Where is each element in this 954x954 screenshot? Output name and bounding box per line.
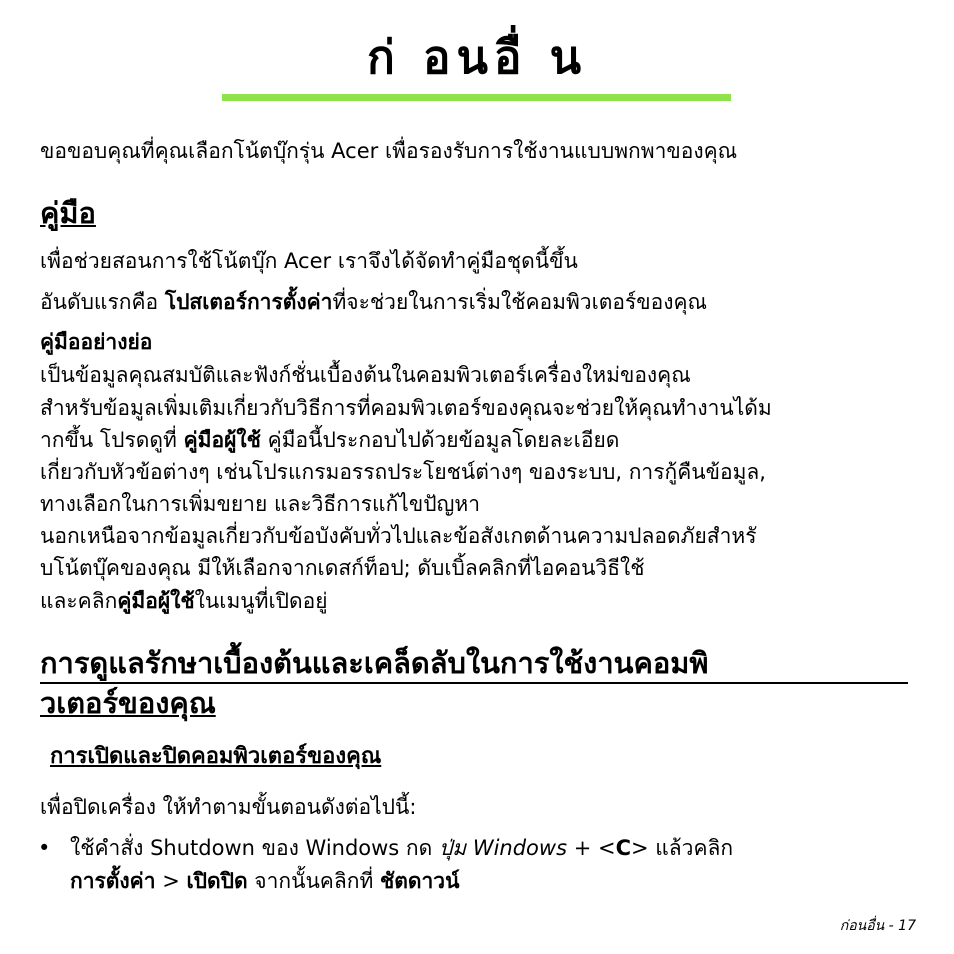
quick-guide-line-3-post: คู่มือนี้ประกอบไปด้วยข้อมูลโดยละเอียด: [260, 428, 620, 452]
shutdown-step-post: จากนั้นคลิกที่: [247, 869, 380, 893]
user-manual-term: คู่มือผู้ใช้: [183, 428, 261, 452]
quick-guide-line-2: สำหรับข้อมูลเพิ่มเติมเกี่ยวกับวิธีการที่คอมพิวเตอร์ของคุณจะช่วยให้คุณทำงานได้ม: [40, 396, 772, 420]
shutdown-step-line-1: [70, 833, 733, 863]
quick-guide-line-6: นอกเหนือจากข้อมูลเกี่ยวกับข้อบังคับทั่วไปและข้อสังเกตด้านความปลอดภัยสำหรั: [40, 524, 757, 548]
quick-guide-line-4: เกี่ยวกับหัวข้อต่างๆ เช่นโปรแกรมอรรถประโยชน์ต่างๆ ของระบบ, การกู้คืนข้อมูล,: [40, 460, 766, 484]
page-footer: ก่อนอื่น - 17: [839, 918, 916, 934]
quick-guide-line-3-pre: ากขึ้น โปรดดูที่: [40, 428, 184, 452]
quick-guide-line-3: [40, 425, 619, 455]
care-heading: [40, 644, 908, 722]
settings-term: การตั้งค่า: [70, 869, 156, 893]
quick-guide-heading: คู่มืออย่างย่อ: [40, 330, 153, 354]
manual-line-1: เพื่อช่วยสอนการใช้โน้ตบุ๊ก Acer เราจึงได้จัดทำคู่มือชุดนี้ขึ้น: [40, 249, 578, 273]
quick-guide-line-5: ทางเลือกในการเพิ่มขยาย และวิธีการแก้ไขปัญหา: [40, 492, 481, 516]
power-lead: เพื่อปิดเครื่อง ให้ทำตามขั้นตอนดังต่อไปนี้:: [40, 795, 417, 819]
page-title: ก่ อนอื่ น: [366, 30, 588, 84]
power-subheading: การเปิดและปิดคอมพิวเตอร์ของคุณ: [50, 744, 382, 769]
quick-guide-line-7: บโน้ตบุ๊คของคุณ มีให้เลือกจากเดสก์ท็อป; ดับเบิ้ลคลิกที่ไอคอนวิธีใช้: [40, 556, 645, 580]
c-key: C: [615, 836, 631, 860]
quick-guide-line-8-pre: และคลิก: [40, 589, 118, 613]
bullet-marker: •: [38, 836, 51, 860]
manual-line-2-pre: อันดับแรกคือ: [40, 290, 165, 314]
user-manual-term-2: คู่มือผู้ใช้: [117, 589, 195, 613]
care-heading-line-1: การดูแลรักษาเบื้องต้นและเคล็ดลับในการใช้งานคอมพิ: [40, 644, 908, 684]
intro-paragraph: ขอขอบคุณที่คุณเลือกโน้ตบุ๊กรุ่น Acer เพื่อรองรับการใช้งานแบบพกพาของคุณ: [40, 139, 738, 163]
shutdown-step-line-2: [70, 866, 459, 896]
care-heading-line-2: วเตอร์ของคุณ: [40, 686, 216, 720]
shutdown-step-text-a: ใช้คำสั่ง Shutdown ของ Windows กด: [70, 836, 439, 860]
quick-guide-line-8-post: ในเมนูที่เปิดอยู่: [194, 589, 328, 613]
manual-line-2: [40, 287, 707, 317]
windows-key-term: ปุ่ม Windows: [438, 836, 568, 860]
quick-guide-line-1: เป็นข้อมูลคุณสมบัติและฟังก์ชั่นเบื้องต้นในคอมพิวเตอร์เครื่องใหม่ของคุณ: [40, 363, 691, 387]
manual-heading: คู่มือ: [40, 196, 96, 230]
manual-line-2-post: ที่จะช่วยในการเริ่มใช้คอมพิวเตอร์ของคุณ: [332, 290, 708, 314]
power-term: เปิดปิด: [186, 869, 248, 893]
shutdown-step-text-c: > แล้วคลิก: [631, 836, 734, 860]
title-underline-bar: [222, 94, 731, 101]
shutdown-term: ชัตดาวน์: [379, 869, 460, 893]
quick-guide-line-8: [40, 586, 328, 616]
shutdown-step-sep: >: [155, 869, 187, 893]
setup-poster-term: โปสเตอร์การตั้งค่า: [164, 290, 333, 314]
shutdown-step-text-b: + <: [567, 836, 616, 860]
